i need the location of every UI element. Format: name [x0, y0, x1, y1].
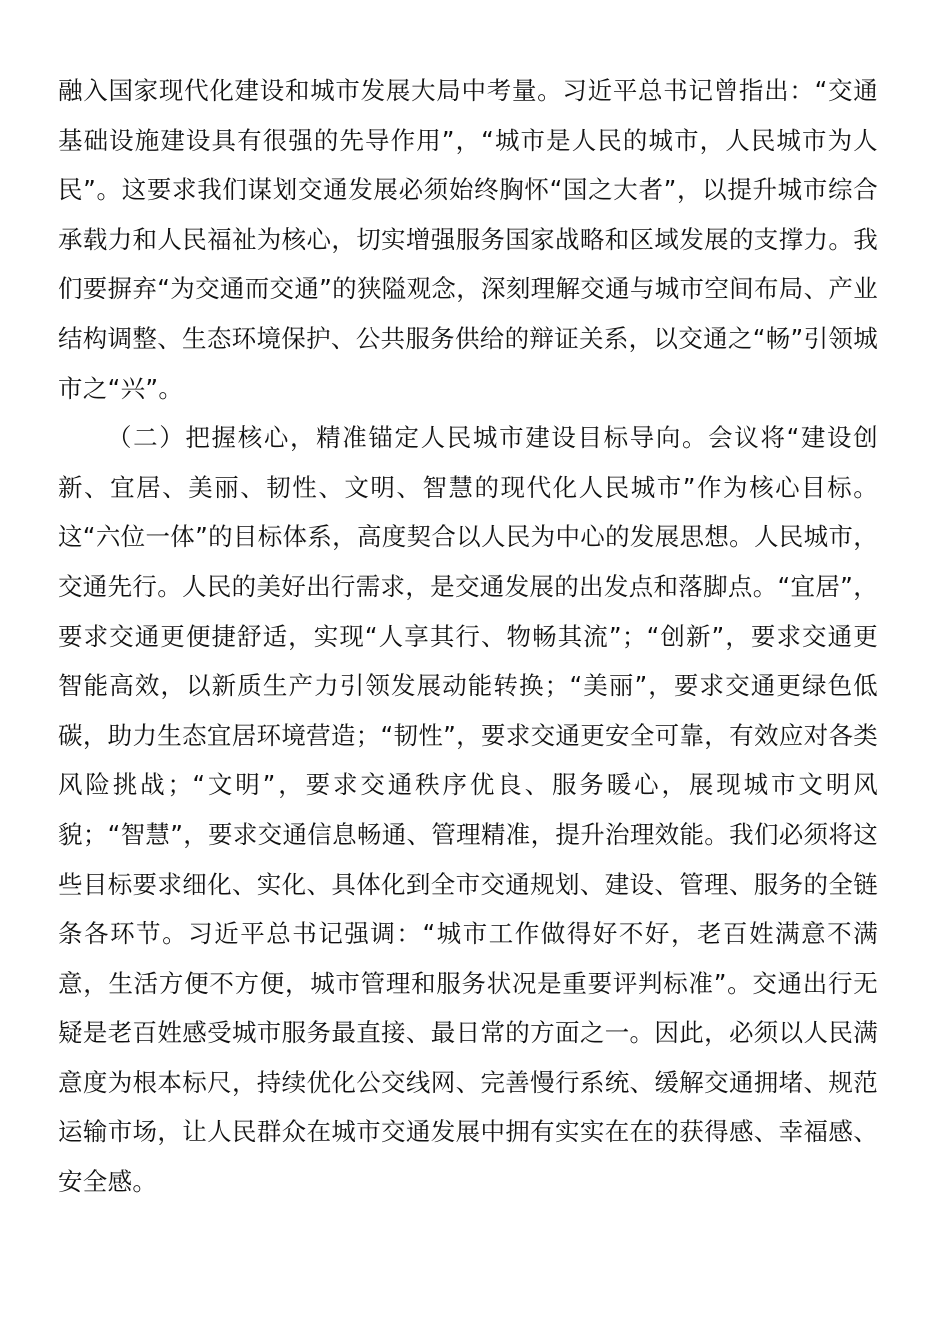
paragraph-continuation: 融入国家现代化建设和城市发展大局中考量。习近平总书记曾指出：“交通基础设施建设具有很强的先导作用”，“城市是人民的城市，人民城市为人民”。这要求我们谋划交通发展必须始终胸怀“国之大者”，以提升城市综合承载力和人民福祉为核心，切实增强服务国家战略和区域发展的支撑力。我们要摒弃“为交通而交通”的狭隘观念，深刻理解交通与城市空间布局、产业结构调整、生态环境保护、公共服务供给的辩证关系，以交通之“畅”引领城市之“兴”。 [58, 76, 878, 403]
document-page [58, 66, 878, 1207]
paragraph-section-two: （二）把握核心，精准锚定人民城市建设目标导向。会议将“建设创新、宜居、美丽、韧性、文明、智慧的现代化人民城市”作为核心目标。这“六位一体”的目标体系，高度契合以人民为中心的发展思想。人民城市，交通先行。人民的美好出行需求，是交通发展的出发点和落脚点。“宜居”，要求交通更便捷舒适，实现“人享其行、物畅其流”；“创新”，要求交通更智能高效，以新质生产力引领发展动能转换；“美丽”，要求交通更绿色低碳，助力生态宜居环境营造；“韧性”，要求交通更安全可靠，有效应对各类风险挑战；“文明”，要求交通秩序优良、服务暖心，展现城市文明风貌；“智慧”，要求交通信息畅通、管理精准，提升治理效能。我们必须将这些目标要求细化、实化、具体化到全市交通规划、建设、管理、服务的全链条各环节。习近平总书记强调：“城市工作做得好不好，老百姓满意不满意，生活方便不方便，城市管理和服务状况是重要评判标准”。交通出行无疑是老百姓感受城市服务最直接、最日常的方面之一。因此，必须以人民满意度为根本标尺，持续优化公交线网、完善慢行系统、缓解交通拥堵、规范运输市场，让人民群众在城市交通发展中拥有实实在在的获得感、幸福感、安全感。 [58, 423, 878, 1197]
